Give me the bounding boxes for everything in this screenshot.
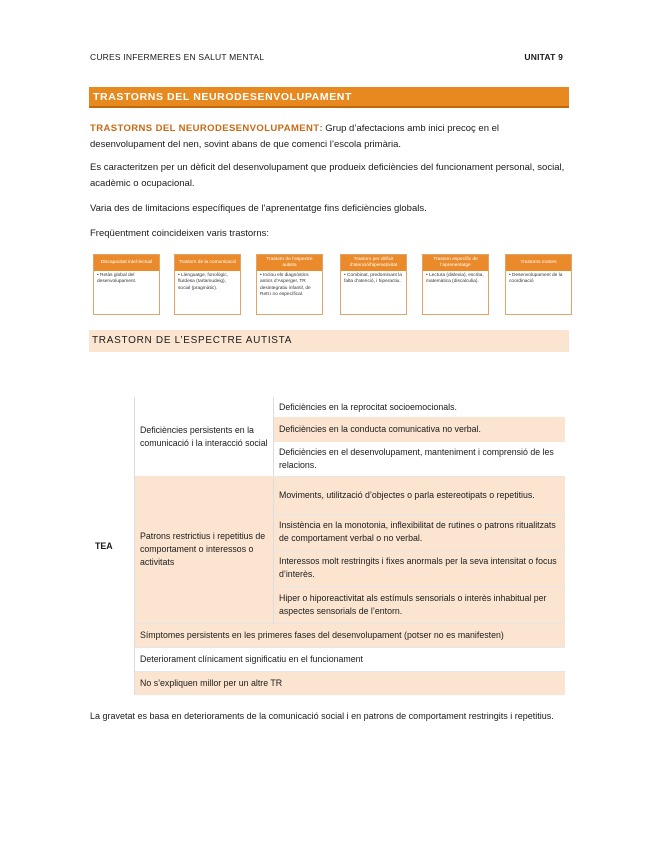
subsection-header: TRASTORN DE L’ESPECTRE AUTISTA: [89, 330, 569, 352]
criteria-item: Insistència en la monotonia, inflexibilitat de rutines o patrons ritualitzats de comportament verbal o no verbal.: [274, 514, 566, 550]
asd-criteria-table: [90, 397, 565, 695]
criteria-item: Deficiències en la conducta comunicativa no verbal.: [274, 417, 566, 442]
running-header-title: CURES INFERMERES EN SALUT MENTAL: [90, 52, 265, 62]
criteria-group-restrictive: Patrons restrictius i repetitius de comportament o interessos o activitats: [135, 476, 274, 623]
category-title: Discapacitat intel·lectual: [94, 255, 159, 271]
intro-text: Grup d’afectacions amb inici precoç en el desenvolupament del nen, sovint abans de que comenci l’escola primària.: [90, 123, 500, 150]
category-title: Trastorn de la comunicació: [175, 255, 240, 271]
category-box: [174, 254, 241, 315]
criteria-impairment: Deteriorament clínicament significatiu en el funcionament: [135, 647, 566, 671]
paragraph-variation: Varia des de limitacions específiques de l’aprenentatge fins deficiències globals.: [90, 203, 427, 214]
intro-colon: :: [319, 123, 323, 134]
criteria-item: Deficiències en el desenvolupament, manteniment i comprensió de les relacions.: [274, 442, 566, 476]
section-banner: TRASTORNS DEL NEURODESENVOLUPAMENT: [89, 87, 569, 108]
severity-note: La gravetat es basa en deterioraments de la comunicació social i en patrons de comportament restringits i repetitius.: [90, 711, 554, 721]
intro-term: TRASTORNS DEL NEURODESENVOLUPAMENT: [90, 123, 320, 134]
criteria-item: Hiper o hiporeactivitat als estímuls sensorials o interès inhabitual per aspectes sensorials de l’entorn.: [274, 586, 566, 623]
paragraph-comorbidity: Freqüentment coincideixen varis trastorns:: [90, 228, 269, 239]
category-box: [422, 254, 489, 315]
category-body: • Combinat, predominant la falta d’atenció, i hiperactiu.: [344, 273, 402, 285]
criteria-symptoms: Símptomes persistents en les primeres fases del desenvolupament (potser no es manifesten): [135, 623, 566, 647]
category-title: Trastorns motors: [506, 255, 571, 271]
criteria-not-explained: No s’expliquen millor per un altre TR: [135, 671, 566, 695]
running-header-unit: UNITAT 9: [524, 52, 563, 62]
category-title: Trastorn per dèficit d’atenció/hiperactivitat: [341, 255, 406, 271]
category-body: • Desenvolupament de la coordinació: [509, 273, 563, 285]
category-box: [256, 254, 323, 315]
intro-paragraph: [90, 121, 568, 152]
tea-label: TEA: [95, 540, 113, 551]
category-box: [340, 254, 407, 315]
category-title: Trastorn de l’espectre autista: [257, 255, 322, 271]
category-body: • Inclou els diagnòstics antics d’Asperger, TR desintegratiu infantil, de Rett i no específical.: [260, 273, 311, 298]
criteria-item: Interessos molt restringits i fixes anormals per la seva intensitat o focus d’interès.: [274, 550, 566, 586]
criteria-group-communication: Deficiències persistents en la comunicació i la interacció social: [135, 397, 274, 476]
category-box: [93, 254, 160, 315]
criteria-item: Moviments, utilització d’objectes o parla estereotipats o repetitius.: [274, 476, 566, 514]
disorder-categories: [93, 254, 565, 318]
category-body: • Llenguatge, fonològic, fluïdesa (tartamudeig), social (pragmàtic).: [178, 273, 228, 291]
criteria-item: Deficiències en la reprocitat socioemocionals.: [274, 397, 566, 417]
category-body: • Lectura (dislexia), escrita, matemàtica (discalculia).: [426, 273, 484, 285]
category-box: [505, 254, 572, 315]
paragraph-characteristics: Es caracteritzen per un dèficit del desenvolupament que produeix deficiències del funcionament personal, social, acadèmic o ocupacional.: [90, 162, 565, 189]
category-body: • Retàs global del desenvolupament.: [97, 273, 137, 285]
category-title: Trastorn específic de l’aprenentatge: [423, 255, 488, 271]
